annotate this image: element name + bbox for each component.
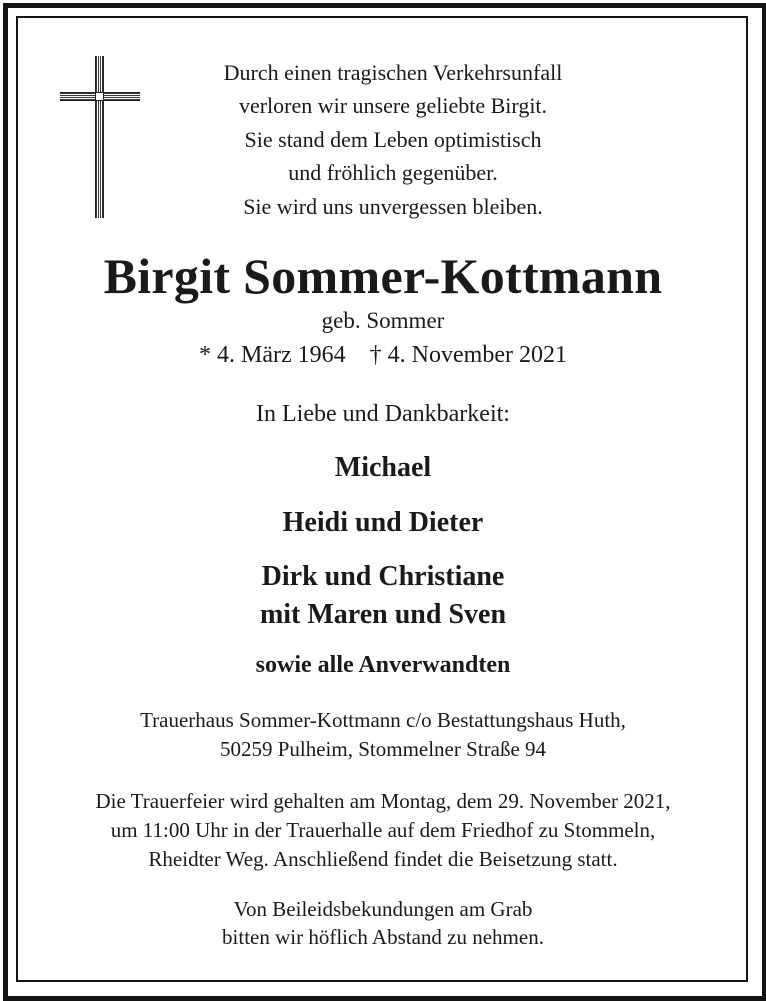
poem-line-1: Durch einen tragischen Verkehrsunfall <box>223 60 563 85</box>
mourners-intro: In Liebe und Dankbarkeit: <box>256 401 510 427</box>
ceremony-line-2: um 11:00 Uhr in der Trauerhalle auf dem Friedhof zu Stommeln, <box>110 818 656 842</box>
poem-line-5: Sie wird uns unvergessen bleiben. <box>243 194 543 219</box>
mourner-name: Heidi und Dieter <box>282 507 484 538</box>
address-line-1: Trauerhaus Sommer-Kottmann c/o Bestattungshaus Huth, <box>140 708 626 732</box>
condolence-line-2: bitten wir höflich Abstand zu nehmen. <box>222 925 544 949</box>
mourner-name: mit Maren und Sven <box>259 599 507 630</box>
birth-name: geb. Sommer <box>321 308 445 333</box>
ceremony-line-3: Rheidter Weg. Anschließend findet die Beisetzung statt. <box>148 847 618 871</box>
ceremony-line-1: Die Trauerfeier wird gehalten am Montag, dem 29. November 2021, <box>95 789 671 813</box>
poem-line-2: verloren wir unsere geliebte Birgit. <box>238 93 548 118</box>
condolence-line-1: Von Beileidsbekundungen am Grab <box>233 897 533 921</box>
life-dates: * 4. März 1964 † 4. November 2021 <box>199 342 567 368</box>
mourner-name: Michael <box>334 452 432 483</box>
poem-line-3: Sie stand dem Leben optimistisch <box>244 127 542 152</box>
poem-line-4: und fröhlich gegenüber. <box>288 160 498 185</box>
mourner-name: Dirk und Christiane <box>261 561 505 592</box>
relatives-line: sowie alle Anverwandten <box>255 652 511 678</box>
deceased-name: Birgit Sommer-Kottmann <box>103 248 663 304</box>
address-line-2: 50259 Pulheim, Stommelner Straße 94 <box>219 737 547 761</box>
